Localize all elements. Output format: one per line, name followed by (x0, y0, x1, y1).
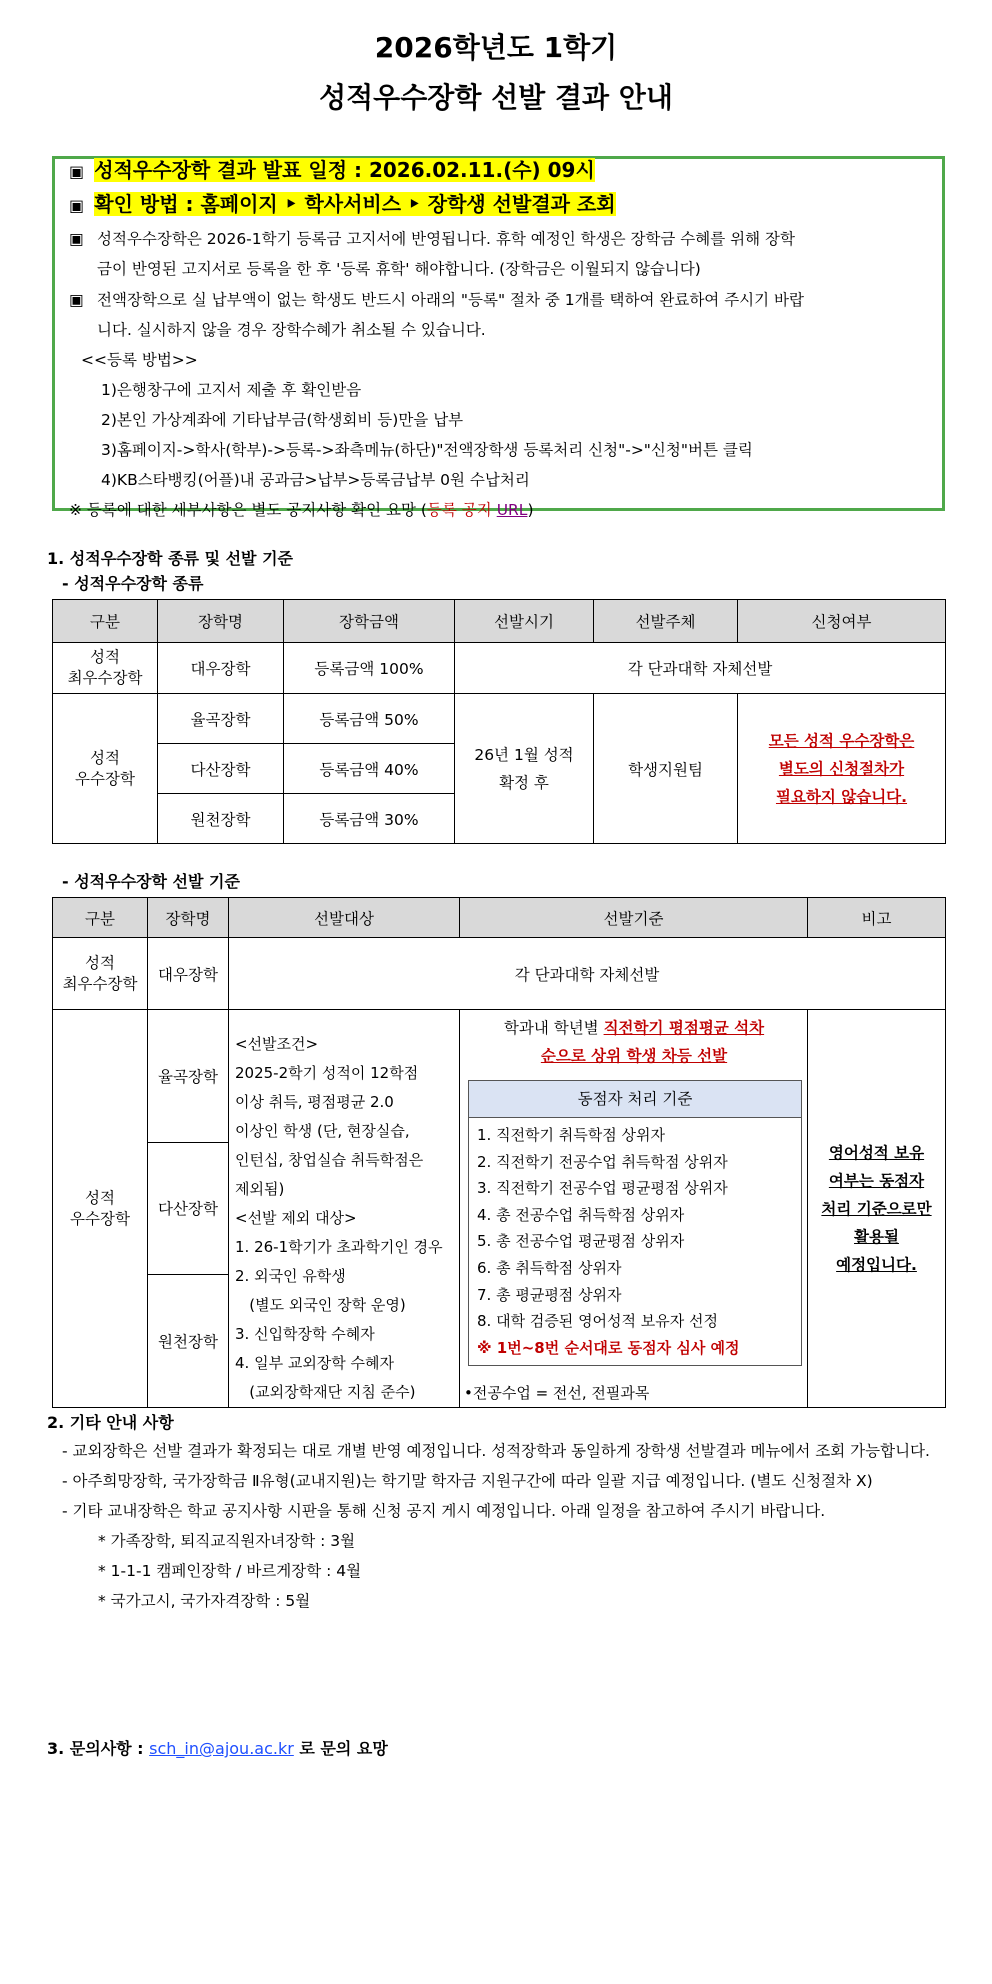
category-top: 성적 최우수장학 (53, 643, 158, 694)
selection-note: 각 단과대학 자체선발 (229, 938, 946, 1010)
notice-para-1: ▣ 성적우수장학은 2026-1학기 등록금 고지서에 반영됩니다. 휴학 예정인 학생은 장학금 수혜를 위해 장학 금이 반영된 고지서로 등록을 한 후 '등록 휴학' 해야합니다. (장학금은 이월되지 않습니다) (69, 224, 931, 284)
scholarship-amount: 등록금액 100% (284, 643, 455, 694)
announce-date: 성적우수장학 결과 발표 일정 : 2026.02.11.(수) 09시 (94, 158, 595, 182)
remark: 영어성적 보유 여부는 동점자 처리 기준으로만 활용될 예정입니다. (808, 1010, 946, 1408)
scholarship-types-table (52, 599, 946, 844)
scholarship-name: 율곡장학 (158, 694, 284, 744)
scholarship-amount: 등록금액 50% (284, 694, 455, 744)
table-header: 신청여부 (738, 600, 946, 643)
section2-heading: 2. 기타 안내 사항 (47, 1413, 174, 1432)
square-bullet-icon: ▣ (69, 291, 84, 309)
category-excellent: 성적 우수장학 (53, 1010, 148, 1408)
square-bullet-icon: ▣ (69, 196, 85, 215)
page-title-line2: 성적우수장학 선발 결과 안내 (319, 81, 673, 114)
table-header: 비고 (808, 898, 946, 938)
register-method-1: 1)은행창구에 고지서 제출 후 확인받음 (101, 381, 362, 399)
scholarship-amount: 등록금액 30% (284, 794, 455, 844)
table-header: 구분 (53, 898, 148, 938)
tie-break-title: 동점자 처리 기준 (469, 1081, 801, 1118)
scholarship-amount: 등록금액 40% (284, 744, 455, 794)
category-excellent: 성적 우수장학 (53, 694, 158, 844)
tie-break-box (468, 1080, 802, 1366)
table-header: 장학명 (158, 600, 284, 643)
scholarship-name: 원천장학 (148, 1275, 229, 1408)
major-note: •전공수업 = 전선, 전필과목 (464, 1384, 650, 1402)
register-method-title: <<등록 방법>> (81, 351, 198, 369)
schedule-2: * 1-1-1 캠페인장학 / 바르게장학 : 4월 (98, 1562, 362, 1580)
other-notices (62, 1436, 947, 1616)
register-notice-link[interactable]: 등록 공지 (426, 501, 492, 519)
other-item-2: - 아주희망장학, 국가장학금 Ⅱ유형(교내지원)는 학기말 학자금 지원구간에 따라 일괄 지급 예정입니다. (별도 신청절차 X) (62, 1472, 873, 1490)
register-method-3: 3)홈페이지->학사(학부)->등록->좌측메뉴(하단)"전액장학생 등록처리 신청"->"신청"버튼 클릭 (101, 441, 753, 459)
table-header: 선발기준 (460, 898, 808, 938)
schedule-3: * 국가고시, 국가자격장학 : 5월 (98, 1592, 311, 1610)
selection-note: 각 단과대학 자체선발 (455, 643, 946, 694)
square-bullet-icon: ▣ (69, 162, 85, 181)
register-footnote: ※ 등록에 대한 세부사항은 별도 공지사항 확인 요망 (등록 공지 URL) (69, 501, 534, 519)
register-method-2: 2)본인 가상계좌에 기타납부금(학생회비 등)만을 납부 (101, 411, 464, 429)
notice-highlight-1 (69, 159, 595, 183)
category-top: 성적 최우수장학 (53, 938, 148, 1010)
table-header: 선발주체 (594, 600, 738, 643)
notice-box (52, 156, 945, 519)
selection-conditions: <선발조건> 2025-2학기 성적이 12학점 이상 취득, 평점평균 2.0 이상인 학생 (단, 현장실습, 인턴십, 창업실습 취득학점은 제외됨) <선발 제외 대상> 1. 26-1학기가 초과학기인 경우 2. 외국인 유학생 (별도 외국인 장학 운영) 3. 신입학장학 수혜자 4. 일부 교외장학 수혜자 (교외장학재단 지침 준수) (229, 1010, 460, 1408)
url-link[interactable]: URL (496, 501, 528, 519)
selection-agent: 학생지원팀 (594, 694, 738, 844)
scholarship-name: 다산장학 (148, 1142, 229, 1275)
apply-status: 모든 성적 우수장학은 별도의 신청절차가 필요하지 않습니다. (738, 694, 946, 844)
contact-email-link[interactable]: sch_in@ajou.ac.kr (149, 1739, 294, 1758)
table-header: 구분 (53, 600, 158, 643)
notice-highlight-2 (69, 193, 616, 217)
section1-sub1: - 성적우수장학 종류 (62, 574, 204, 593)
register-method-4: 4)KB스타뱅킹(어플)내 공과금>납부>등록금납부 0원 수납처리 (101, 471, 530, 489)
page-title-line1: 2026학년도 1학기 (374, 31, 618, 64)
selection-criteria-table (52, 897, 946, 1408)
scholarship-name: 대우장학 (148, 938, 229, 1010)
table-header: 장학명 (148, 898, 229, 938)
scholarship-name: 다산장학 (158, 744, 284, 794)
schedule-1: * 가족장학, 퇴직교직원자녀장학 : 3월 (98, 1532, 356, 1550)
section1-sub2: - 성적우수장학 선발 기준 (62, 872, 240, 891)
criteria-text: 학과내 학년별 직전학기 평점평균 석차 순으로 상위 학생 차등 선발 (503, 1019, 765, 1065)
other-item-1: - 교외장학은 선발 결과가 확정되는 대로 개별 반영 예정입니다. 성적장학과 동일하게 장학생 선발결과 메뉴에서 조회 가능합니다. (62, 1442, 930, 1460)
table-header: 선발시기 (455, 600, 594, 643)
selection-criteria (460, 1010, 808, 1408)
tie-break-list: 1. 직전학기 취득학점 상위자 2. 직전학기 전공수업 취득학점 상위자 3. 직전학기 전공수업 평균평점 상위자 4. 총 전공수업 취득학점 상위자 5. 총 전공수업 평균평점 상위자 6. 총 취득학점 상위자 7. 총 평균평점 상위자 8. 대학 검증된 영어성적 보유자 선정 ※ 1번~8번 순서대로 동점자 심사 예정 (469, 1118, 801, 1365)
other-item-3: - 기타 교내장학은 학교 공지사항 시판을 통해 신청 공지 게시 예정입니다. 아래 일정을 참고하여 주시기 바랍니다. (62, 1502, 826, 1520)
tie-break-note: ※ 1번~8번 순서대로 동점자 심사 예정 (477, 1338, 740, 1357)
check-method: 확인 방법 : 홈페이지 ‣ 학사서비스 ‣ 장학생 선발결과 조회 (94, 192, 616, 216)
table-header: 장학금액 (284, 600, 455, 643)
register-methods (69, 345, 931, 525)
section1-heading: 1. 성적우수장학 종류 및 선발 기준 (47, 549, 293, 568)
scholarship-name: 대우장학 (158, 643, 284, 694)
notice-para-2: ▣ 전액장학으로 실 납부액이 없는 학생도 반드시 아래의 "등록" 절차 중 1개를 택하여 완료하여 주시기 바랍 니다. 실시하지 않을 경우 장학수혜가 취소될 수 있습니다. (69, 285, 931, 345)
scholarship-name: 원천장학 (158, 794, 284, 844)
selection-timing: 26년 1월 성적 확정 후 (455, 694, 594, 844)
scholarship-name: 율곡장학 (148, 1010, 229, 1143)
table-header: 선발대상 (229, 898, 460, 938)
section3-contact: 3. 문의사항 : sch_in@ajou.ac.kr 로 문의 요망 (47, 1739, 388, 1758)
square-bullet-icon: ▣ (69, 230, 84, 248)
